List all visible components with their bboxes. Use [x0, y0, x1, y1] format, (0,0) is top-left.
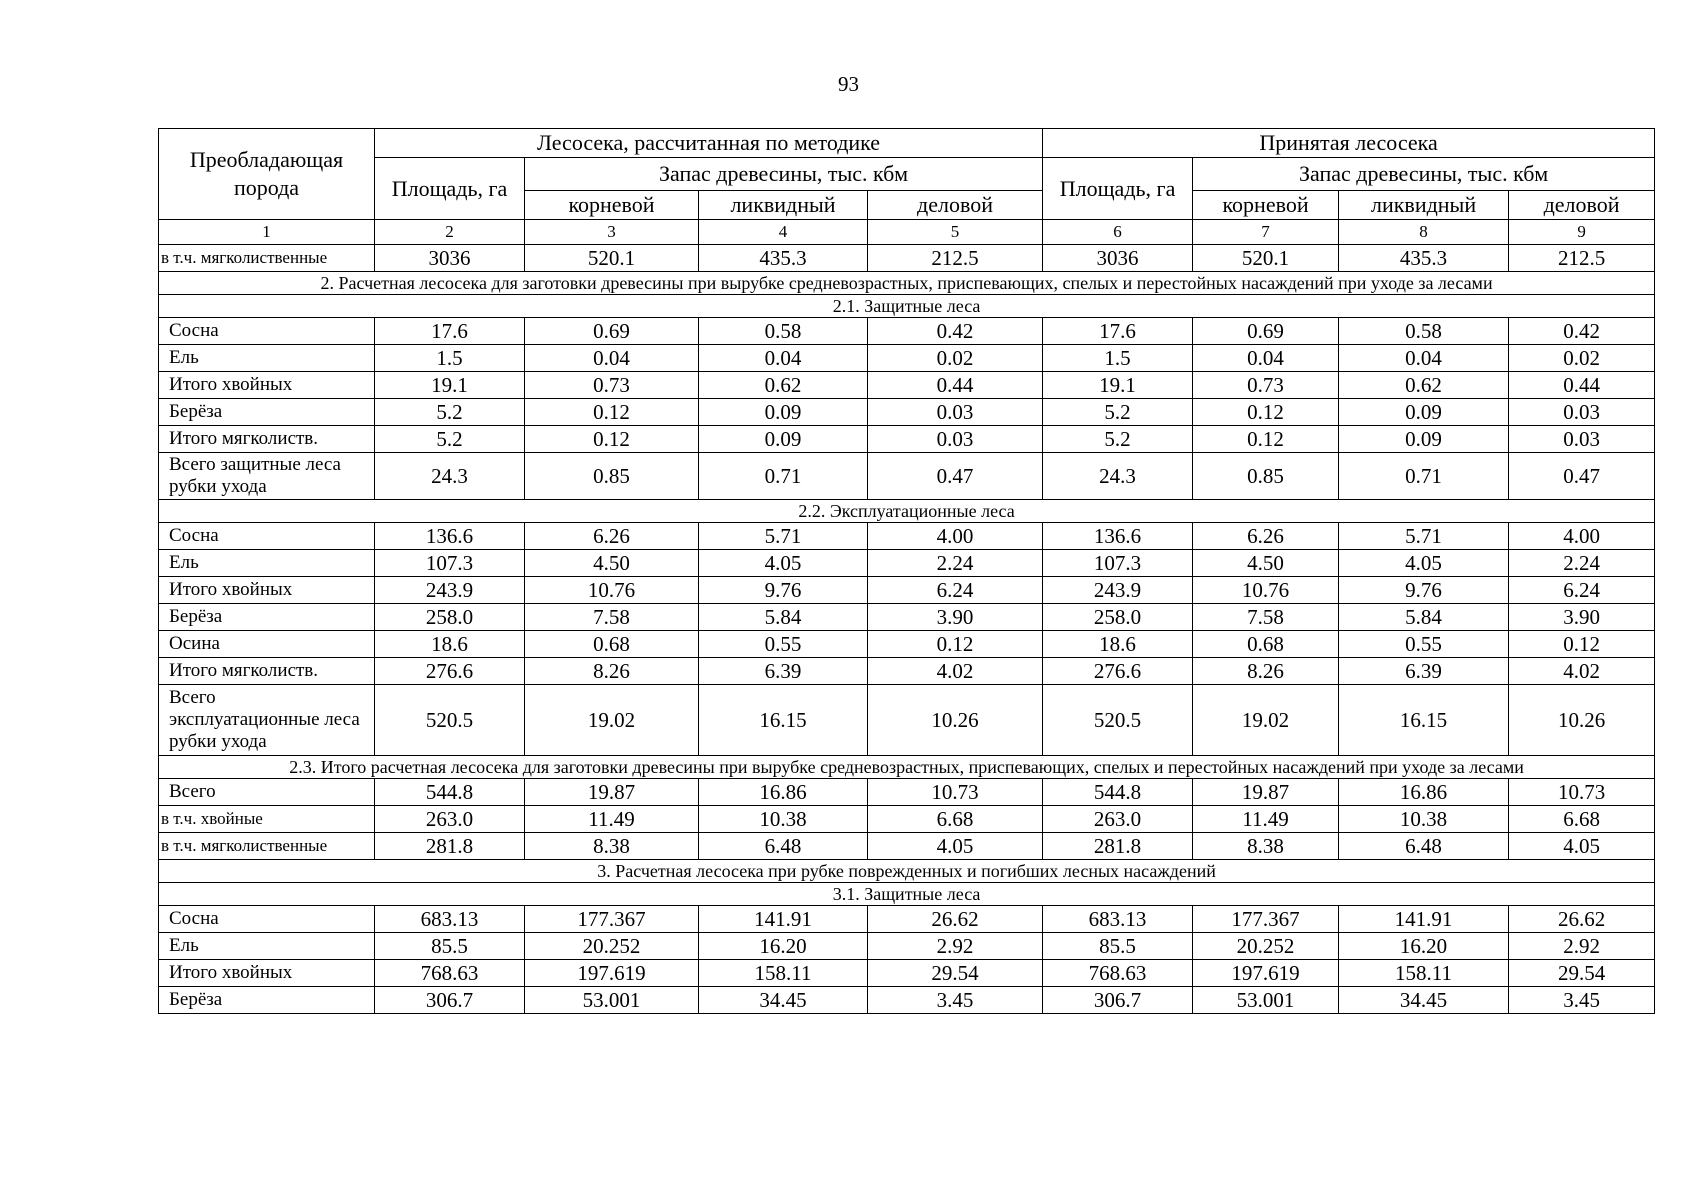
value-cell: 0.69 [1193, 318, 1339, 345]
section-title: 2. Расчетная лесосека для заготовки древесины при вырубке средневозрастных, приспевающих, спелых и перестойных насаждений при уходе за лесами [159, 272, 1655, 295]
value-cell: 10.76 [1193, 577, 1339, 604]
value-cell: 19.87 [1193, 779, 1339, 806]
value-cell: 158.11 [699, 960, 868, 987]
value-cell: 10.76 [525, 577, 699, 604]
value-cell: 0.47 [1509, 453, 1655, 500]
table-row [159, 658, 1655, 685]
value-cell: 20.252 [1193, 933, 1339, 960]
value-cell: 0.12 [1509, 631, 1655, 658]
value-cell: 10.38 [699, 806, 868, 833]
page-number: 93 [838, 72, 859, 96]
value-cell: 6.68 [868, 806, 1043, 833]
value-cell: 177.367 [525, 906, 699, 933]
value-cell: 5.71 [699, 523, 868, 550]
value-cell: 0.12 [1193, 426, 1339, 453]
value-cell: 2.24 [1509, 550, 1655, 577]
table-header [159, 129, 1655, 245]
value-cell: 5.84 [1339, 604, 1509, 631]
value-cell: 0.85 [525, 453, 699, 500]
value-cell: 263.0 [375, 806, 525, 833]
value-cell: 10.38 [1339, 806, 1509, 833]
species-name: Ель [159, 933, 375, 960]
value-cell: 19.02 [525, 685, 699, 756]
value-cell: 7.58 [525, 604, 699, 631]
species-name: Сосна [159, 318, 375, 345]
header-stock-accepted: Запас древесины, тыс. кбм [1193, 158, 1655, 191]
value-cell: 85.5 [1043, 933, 1193, 960]
header-stock-calculated: Запас древесины, тыс. кбм [525, 158, 1043, 191]
column-number: 1 [159, 220, 375, 245]
value-cell: 0.12 [525, 399, 699, 426]
species-name: в т.ч. мягколиственные [159, 245, 375, 272]
value-cell: 3.90 [868, 604, 1043, 631]
value-cell: 0.04 [699, 345, 868, 372]
value-cell: 4.50 [1193, 550, 1339, 577]
table-row [159, 345, 1655, 372]
value-cell: 0.71 [699, 453, 868, 500]
value-cell: 544.8 [375, 779, 525, 806]
value-cell: 0.04 [1339, 345, 1509, 372]
section-title: 3.1. Защитные леса [159, 883, 1655, 906]
value-cell: 6.48 [1339, 833, 1509, 860]
value-cell: 19.87 [525, 779, 699, 806]
value-cell: 197.619 [525, 960, 699, 987]
value-cell: 136.6 [1043, 523, 1193, 550]
value-cell: 20.252 [525, 933, 699, 960]
value-cell: 0.12 [868, 631, 1043, 658]
table-row [159, 933, 1655, 960]
value-cell: 3.45 [1509, 987, 1655, 1014]
value-cell: 0.55 [699, 631, 868, 658]
value-cell: 17.6 [1043, 318, 1193, 345]
value-cell: 520.1 [525, 245, 699, 272]
value-cell: 19.1 [375, 372, 525, 399]
table-row [159, 426, 1655, 453]
species-name: Итого мягколиств. [159, 658, 375, 685]
value-cell: 4.02 [1509, 658, 1655, 685]
value-cell: 0.02 [1509, 345, 1655, 372]
value-cell: 29.54 [868, 960, 1043, 987]
value-cell: 6.24 [1509, 577, 1655, 604]
value-cell: 53.001 [525, 987, 699, 1014]
value-cell: 258.0 [375, 604, 525, 631]
value-cell: 683.13 [1043, 906, 1193, 933]
value-cell: 243.9 [375, 577, 525, 604]
value-cell: 0.44 [868, 372, 1043, 399]
section-title: 2.1. Защитные леса [159, 295, 1655, 318]
value-cell: 17.6 [375, 318, 525, 345]
value-cell: 53.001 [1193, 987, 1339, 1014]
value-cell: 0.12 [525, 426, 699, 453]
value-cell: 16.15 [1339, 685, 1509, 756]
value-cell: 7.58 [1193, 604, 1339, 631]
species-name: в т.ч. мягколиственные [159, 833, 375, 860]
value-cell: 6.26 [525, 523, 699, 550]
header-group-calculated: Лесосека, рассчитанная по методике [375, 129, 1043, 158]
value-cell: 0.09 [1339, 426, 1509, 453]
value-cell: 768.63 [375, 960, 525, 987]
column-number: 3 [525, 220, 699, 245]
value-cell: 0.42 [1509, 318, 1655, 345]
column-number: 5 [868, 220, 1043, 245]
value-cell: 0.69 [525, 318, 699, 345]
table-row [159, 833, 1655, 860]
column-number: 6 [1043, 220, 1193, 245]
value-cell: 212.5 [868, 245, 1043, 272]
value-cell: 263.0 [1043, 806, 1193, 833]
value-cell: 107.3 [375, 550, 525, 577]
value-cell: 34.45 [699, 987, 868, 1014]
value-cell: 29.54 [1509, 960, 1655, 987]
value-cell: 276.6 [1043, 658, 1193, 685]
value-cell: 10.73 [868, 779, 1043, 806]
value-cell: 0.62 [699, 372, 868, 399]
value-cell: 1.5 [375, 345, 525, 372]
value-cell: 8.38 [525, 833, 699, 860]
table-row [159, 318, 1655, 345]
value-cell: 16.20 [1339, 933, 1509, 960]
value-cell: 2.92 [1509, 933, 1655, 960]
value-cell: 243.9 [1043, 577, 1193, 604]
header-commercial-accepted: деловой [1509, 191, 1655, 220]
column-number: 4 [699, 220, 868, 245]
value-cell: 544.8 [1043, 779, 1193, 806]
value-cell: 9.76 [1339, 577, 1509, 604]
value-cell: 158.11 [1339, 960, 1509, 987]
value-cell: 5.2 [375, 399, 525, 426]
value-cell: 16.15 [699, 685, 868, 756]
value-cell: 281.8 [375, 833, 525, 860]
value-cell: 136.6 [375, 523, 525, 550]
header-commercial-calculated: деловой [868, 191, 1043, 220]
value-cell: 0.09 [1339, 399, 1509, 426]
header-root-calculated: корневой [525, 191, 699, 220]
value-cell: 10.73 [1509, 779, 1655, 806]
value-cell: 1.5 [1043, 345, 1193, 372]
value-cell: 0.73 [1193, 372, 1339, 399]
value-cell: 520.1 [1193, 245, 1339, 272]
value-cell: 435.3 [1339, 245, 1509, 272]
header-liquid-accepted: ликвидный [1339, 191, 1509, 220]
value-cell: 2.92 [868, 933, 1043, 960]
table-row [159, 372, 1655, 399]
value-cell: 0.09 [699, 426, 868, 453]
forest-harvest-table [158, 128, 1655, 1014]
table-row [159, 906, 1655, 933]
header-species: Преобладающая порода [159, 129, 375, 220]
value-cell: 24.3 [1043, 453, 1193, 500]
species-name: Сосна [159, 906, 375, 933]
value-cell: 19.02 [1193, 685, 1339, 756]
value-cell: 212.5 [1509, 245, 1655, 272]
value-cell: 19.1 [1043, 372, 1193, 399]
table-row [159, 806, 1655, 833]
value-cell: 520.5 [375, 685, 525, 756]
section-title: 3. Расчетная лесосека при рубке поврежденных и погибших лесных насаждений [159, 860, 1655, 883]
value-cell: 281.8 [1043, 833, 1193, 860]
species-name: Всего защитные леса рубки ухода [159, 453, 375, 500]
species-name: в т.ч. хвойные [159, 806, 375, 833]
value-cell: 768.63 [1043, 960, 1193, 987]
value-cell: 16.86 [1339, 779, 1509, 806]
value-cell: 6.26 [1193, 523, 1339, 550]
table-row [159, 779, 1655, 806]
table-row [159, 685, 1655, 756]
value-cell: 0.58 [699, 318, 868, 345]
section-row [159, 295, 1655, 318]
section-title: 2.3. Итого расчетная лесосека для заготовки древесины при вырубке средневозрастных, приспевающих, спелых и перестойных насаждений при уходе за лесами [159, 756, 1655, 779]
value-cell: 0.03 [1509, 399, 1655, 426]
value-cell: 4.05 [868, 833, 1043, 860]
value-cell: 5.2 [1043, 426, 1193, 453]
value-cell: 0.62 [1339, 372, 1509, 399]
value-cell: 8.38 [1193, 833, 1339, 860]
species-name: Берёза [159, 987, 375, 1014]
table-row [159, 550, 1655, 577]
value-cell: 4.00 [868, 523, 1043, 550]
value-cell: 276.6 [375, 658, 525, 685]
value-cell: 4.05 [1339, 550, 1509, 577]
species-name: Ель [159, 345, 375, 372]
value-cell: 8.26 [525, 658, 699, 685]
value-cell: 4.00 [1509, 523, 1655, 550]
value-cell: 0.68 [1193, 631, 1339, 658]
value-cell: 0.85 [1193, 453, 1339, 500]
section-row [159, 272, 1655, 295]
section-title: 2.2. Эксплуатационные леса [159, 500, 1655, 523]
section-row [159, 883, 1655, 906]
value-cell: 11.49 [1193, 806, 1339, 833]
value-cell: 0.44 [1509, 372, 1655, 399]
species-name: Сосна [159, 523, 375, 550]
value-cell: 6.48 [699, 833, 868, 860]
value-cell: 26.62 [1509, 906, 1655, 933]
value-cell: 11.49 [525, 806, 699, 833]
species-name: Всего эксплуатационные леса рубки ухода [159, 685, 375, 756]
table-row [159, 604, 1655, 631]
value-cell: 9.76 [699, 577, 868, 604]
column-number: 7 [1193, 220, 1339, 245]
value-cell: 5.71 [1339, 523, 1509, 550]
value-cell: 3.45 [868, 987, 1043, 1014]
column-number: 9 [1509, 220, 1655, 245]
header-area-calculated: Площадь, га [375, 158, 525, 220]
value-cell: 0.12 [1193, 399, 1339, 426]
value-cell: 5.84 [699, 604, 868, 631]
table-row [159, 399, 1655, 426]
value-cell: 177.367 [1193, 906, 1339, 933]
table-row [159, 245, 1655, 272]
value-cell: 5.2 [1043, 399, 1193, 426]
value-cell: 435.3 [699, 245, 868, 272]
value-cell: 3036 [375, 245, 525, 272]
value-cell: 258.0 [1043, 604, 1193, 631]
species-name: Итого хвойных [159, 577, 375, 604]
value-cell: 0.55 [1339, 631, 1509, 658]
value-cell: 10.26 [868, 685, 1043, 756]
value-cell: 4.50 [525, 550, 699, 577]
value-cell: 0.73 [525, 372, 699, 399]
value-cell: 0.58 [1339, 318, 1509, 345]
value-cell: 4.02 [868, 658, 1043, 685]
value-cell: 16.20 [699, 933, 868, 960]
value-cell: 10.26 [1509, 685, 1655, 756]
value-cell: 0.03 [868, 399, 1043, 426]
column-number: 2 [375, 220, 525, 245]
species-name: Итого хвойных [159, 372, 375, 399]
value-cell: 18.6 [1043, 631, 1193, 658]
value-cell: 6.68 [1509, 806, 1655, 833]
value-cell: 6.39 [1339, 658, 1509, 685]
section-row [159, 860, 1655, 883]
value-cell: 24.3 [375, 453, 525, 500]
species-name: Итого мягколиств. [159, 426, 375, 453]
value-cell: 18.6 [375, 631, 525, 658]
value-cell: 683.13 [375, 906, 525, 933]
value-cell: 2.24 [868, 550, 1043, 577]
value-cell: 0.04 [525, 345, 699, 372]
value-cell: 107.3 [1043, 550, 1193, 577]
value-cell: 0.47 [868, 453, 1043, 500]
value-cell: 5.2 [375, 426, 525, 453]
species-name: Осина [159, 631, 375, 658]
value-cell: 85.5 [375, 933, 525, 960]
species-name: Итого хвойных [159, 960, 375, 987]
value-cell: 16.86 [699, 779, 868, 806]
table-body [159, 245, 1655, 1014]
value-cell: 197.619 [1193, 960, 1339, 987]
section-row [159, 756, 1655, 779]
value-cell: 0.68 [525, 631, 699, 658]
table-row [159, 577, 1655, 604]
column-number: 8 [1339, 220, 1509, 245]
value-cell: 0.09 [699, 399, 868, 426]
header-root-accepted: корневой [1193, 191, 1339, 220]
table-row [159, 453, 1655, 500]
value-cell: 0.04 [1193, 345, 1339, 372]
value-cell: 4.05 [1509, 833, 1655, 860]
value-cell: 306.7 [1043, 987, 1193, 1014]
value-cell: 0.71 [1339, 453, 1509, 500]
header-area-accepted: Площадь, га [1043, 158, 1193, 220]
table-row [159, 523, 1655, 550]
table-row [159, 631, 1655, 658]
value-cell: 34.45 [1339, 987, 1509, 1014]
value-cell: 6.24 [868, 577, 1043, 604]
value-cell: 0.03 [868, 426, 1043, 453]
value-cell: 0.03 [1509, 426, 1655, 453]
value-cell: 3.90 [1509, 604, 1655, 631]
table-row [159, 960, 1655, 987]
section-row [159, 500, 1655, 523]
value-cell: 0.42 [868, 318, 1043, 345]
value-cell: 306.7 [375, 987, 525, 1014]
species-name: Всего [159, 779, 375, 806]
value-cell: 8.26 [1193, 658, 1339, 685]
header-liquid-calculated: ликвидный [699, 191, 868, 220]
species-name: Ель [159, 550, 375, 577]
value-cell: 26.62 [868, 906, 1043, 933]
species-name: Берёза [159, 604, 375, 631]
header-group-accepted: Принятая лесосека [1043, 129, 1655, 158]
value-cell: 3036 [1043, 245, 1193, 272]
species-name: Берёза [159, 399, 375, 426]
value-cell: 6.39 [699, 658, 868, 685]
value-cell: 4.05 [699, 550, 868, 577]
table-row [159, 987, 1655, 1014]
value-cell: 520.5 [1043, 685, 1193, 756]
value-cell: 141.91 [699, 906, 868, 933]
value-cell: 0.02 [868, 345, 1043, 372]
value-cell: 141.91 [1339, 906, 1509, 933]
